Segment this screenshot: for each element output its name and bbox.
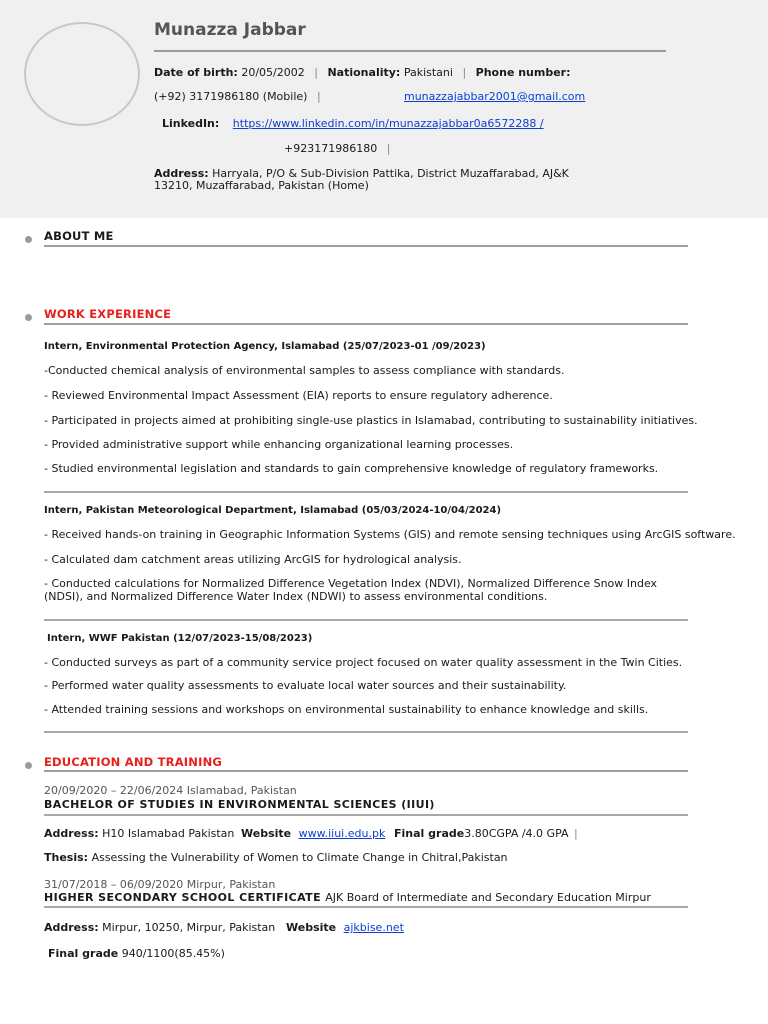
email-link[interactable]: munazzajabbar2001@gmail.com xyxy=(404,90,586,103)
education-rule xyxy=(44,770,688,772)
edu-grade-value: 3.80CGPA /4.0 GPA xyxy=(464,827,569,840)
edu-website xyxy=(286,921,404,934)
edu-website xyxy=(241,827,385,840)
edu-address xyxy=(44,921,275,934)
address-value: Harryala, P/O & Sub-Division Pattika, District Muzaffarabad, AJ&K 13210, Muzaffarabad, Pakistan (Home) xyxy=(154,167,569,192)
separator: | xyxy=(574,827,578,840)
edu-address-label: Address: xyxy=(44,827,99,840)
job-item: - Reviewed Environmental Impact Assessment (EIA) reports to ensure regulatory adherence. xyxy=(44,389,553,402)
job-divider xyxy=(44,491,688,493)
job-item: - Provided administrative support while enhancing organizational learning processes. xyxy=(44,438,514,451)
phone-label: Phone number: xyxy=(475,66,571,79)
section-bullet xyxy=(25,762,32,769)
separator: | xyxy=(316,90,321,103)
edu-divider xyxy=(44,906,688,908)
edu-degree-name: HIGHER SECONDARY SCHOOL CERTIFICATE xyxy=(44,891,321,904)
separator: | xyxy=(462,66,467,79)
job-item: - Calculated dam catchment areas utilizing ArcGIS for hydrological analysis. xyxy=(44,553,462,566)
separator: | xyxy=(386,142,391,155)
job-item: - Conducted calculations for Normalized Difference Vegetation Index (NDVI), Normalized Difference Snow Index (NDSI), and Normalized Difference Water Index (NDWI) to assess environmental conditions. xyxy=(44,577,658,603)
section-bullet xyxy=(25,314,32,321)
job-divider xyxy=(44,731,688,733)
about-title: ABOUT ME xyxy=(44,229,114,243)
linkedin-link[interactable]: https://www.linkedin.com/in/munazzajabbar0a6572288 / xyxy=(232,117,544,130)
separator: | xyxy=(314,66,318,79)
job-title: Intern, Pakistan Meteorological Department, Islamabad (05/03/2024-10/04/2024) xyxy=(44,505,502,516)
phone-alt-line xyxy=(284,142,396,155)
address-block xyxy=(154,168,574,192)
job-item: - Studied environmental legislation and standards to gain comprehensive knowledge of regulatory frameworks. xyxy=(44,462,659,475)
edu-website-label: Website xyxy=(286,921,337,934)
job-title: Intern, Environmental Protection Agency, Islamabad (25/07/2023-01 /09/2023) xyxy=(44,341,486,352)
edu-dates: 31/07/2018 – 06/09/2020 Mirpur, Pakistan xyxy=(44,878,276,891)
work-title: WORK EXPERIENCE xyxy=(44,307,172,321)
edu-institution: AJK Board of Intermediate and Secondary Education Mirpur xyxy=(325,891,651,904)
edu-website-link[interactable]: ajkbise.net xyxy=(343,921,404,934)
edu-grade-label: Final grade xyxy=(394,827,465,840)
edu-website-link[interactable]: www.iiui.edu.pk xyxy=(298,827,386,840)
personal-info-line xyxy=(154,66,571,79)
edu-website-label: Website xyxy=(241,827,292,840)
section-bullet xyxy=(25,236,32,243)
edu-grade xyxy=(48,947,225,960)
job-item: - Attended training sessions and workshops on environmental sustainability to enhance knowledge and skills. xyxy=(44,703,649,716)
phone-alt: +923171986180 xyxy=(284,142,378,155)
edu-grade-value: 940/1100(85.45%) xyxy=(121,947,225,960)
edu-grade xyxy=(394,827,580,840)
job-item: - Received hands-on training in Geographic Information Systems (GIS) and remote sensing techniques using ArcGIS software. xyxy=(44,528,736,541)
address-label: Address: xyxy=(154,167,209,180)
dob-label: Date of birth: xyxy=(154,66,238,79)
name-divider xyxy=(154,50,666,52)
phone-line xyxy=(154,90,327,103)
email-line xyxy=(404,90,585,103)
edu-grade-label: Final grade xyxy=(48,947,119,960)
work-rule xyxy=(44,323,688,325)
edu-degree: BACHELOR OF STUDIES IN ENVIRONMENTAL SCIENCES (IIUI) xyxy=(44,798,435,811)
job-title: Intern, WWF Pakistan (12/07/2023-15/08/2023) xyxy=(47,633,313,644)
job-item: - Participated in projects aimed at prohibiting single-use plastics in Islamabad, contributing to sustainability initiatives. xyxy=(44,414,698,427)
about-rule xyxy=(44,245,688,247)
header-panel xyxy=(0,0,768,218)
education-title: EDUCATION AND TRAINING xyxy=(44,755,223,769)
job-item: - Conducted surveys as part of a community service project focused on water quality assessment in the Twin Cities. xyxy=(44,656,683,669)
nationality-label: Nationality: xyxy=(327,66,401,79)
edu-dates: 20/09/2020 – 22/06/2024 Islamabad, Pakistan xyxy=(44,784,297,797)
edu-divider xyxy=(44,814,688,816)
edu-address-value: H10 Islamabad Pakistan xyxy=(102,827,235,840)
edu-address-value: Mirpur, 10250, Mirpur, Pakistan xyxy=(102,921,276,934)
linkedin-line xyxy=(162,117,544,130)
edu-degree xyxy=(44,891,651,904)
edu-thesis-value: Assessing the Vulnerability of Women to Climate Change in Chitral,Pakistan xyxy=(91,851,508,864)
edu-address xyxy=(44,827,234,840)
edu-address-label: Address: xyxy=(44,921,99,934)
job-item: -Conducted chemical analysis of environmental samples to assess compliance with standards. xyxy=(44,364,565,377)
nationality-value: Pakistani xyxy=(403,66,453,79)
job-divider xyxy=(44,619,688,621)
avatar xyxy=(24,22,140,126)
linkedin-label: LinkedIn: xyxy=(162,117,220,130)
dob-value: 20/05/2002 xyxy=(241,66,305,79)
job-item: - Performed water quality assessments to evaluate local water sources and their sustainability. xyxy=(44,679,567,692)
edu-thesis xyxy=(44,851,508,864)
candidate-name: Munazza Jabbar xyxy=(154,20,306,40)
phone-mobile: (+92) 3171986180 (Mobile) xyxy=(154,90,308,103)
edu-thesis-label: Thesis: xyxy=(44,851,89,864)
